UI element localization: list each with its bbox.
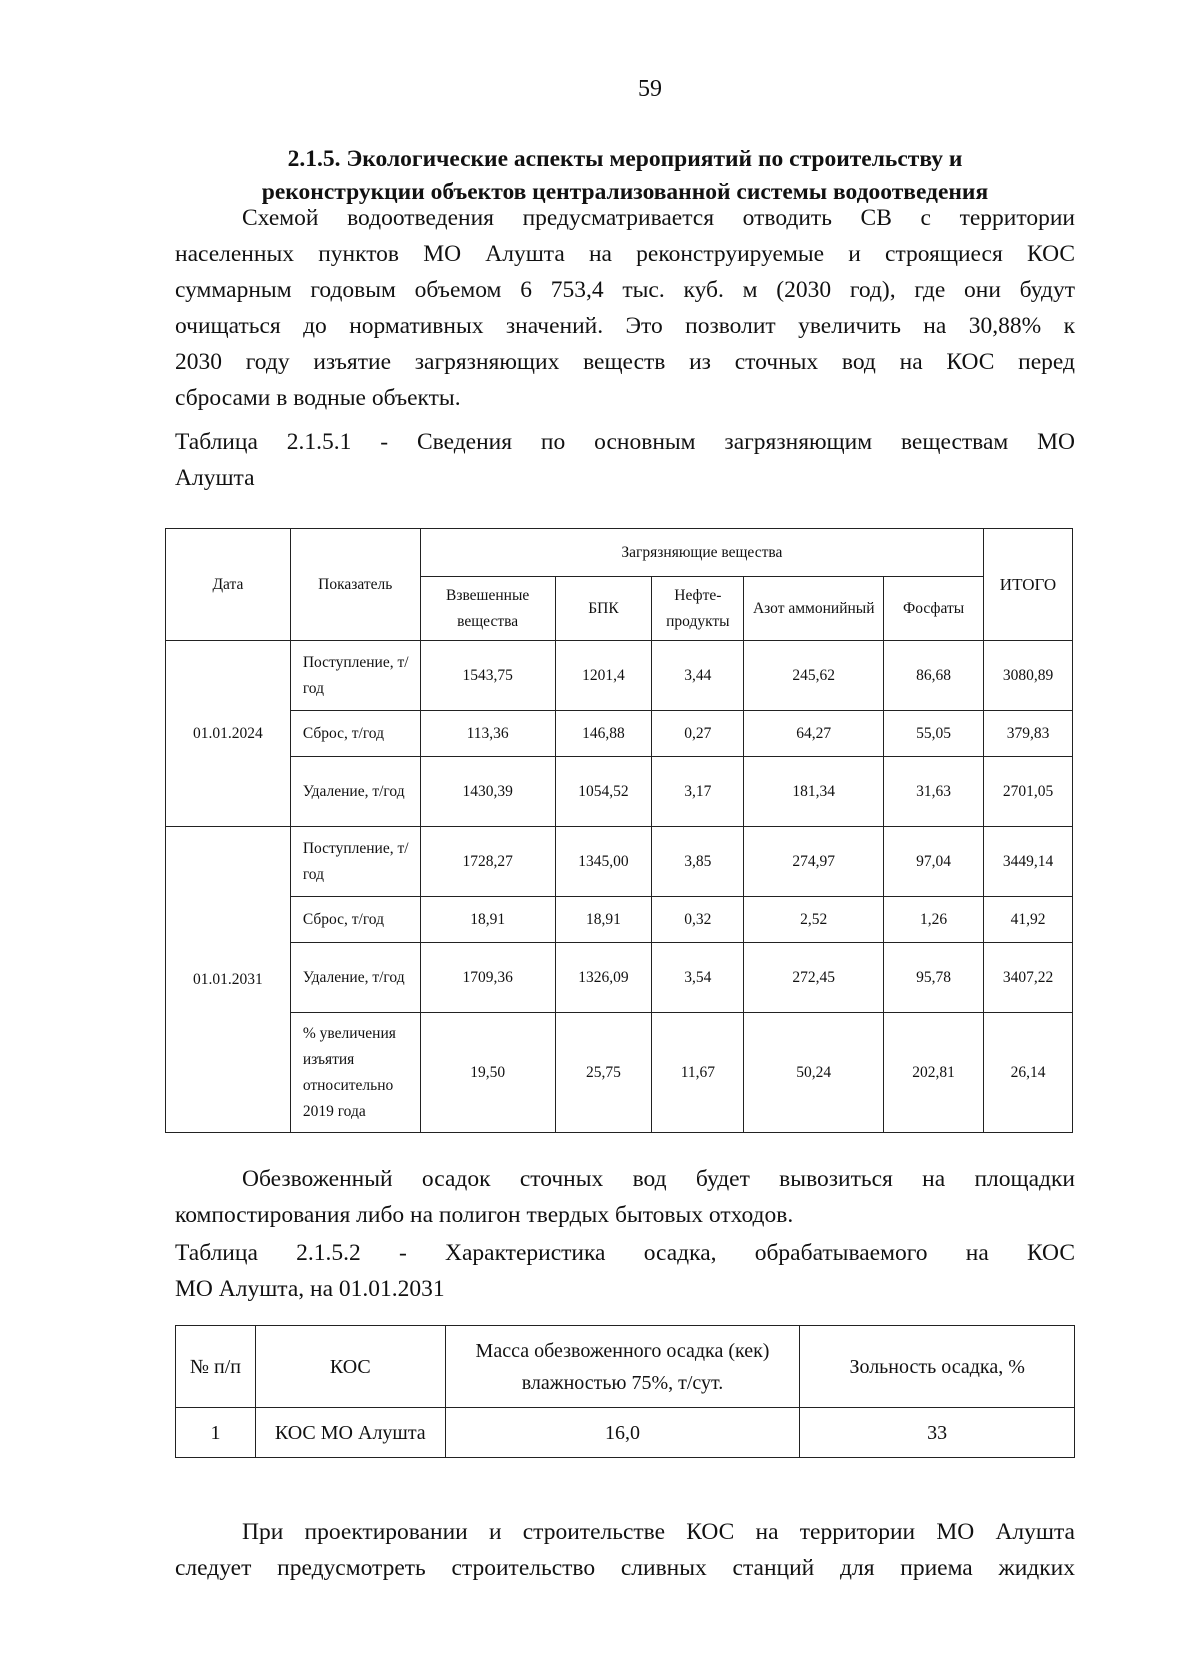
table1-caption — [175, 424, 1075, 496]
date-cell: 01.01.2031 — [166, 827, 291, 1133]
paragraph-line: населенных пунктов МО Алушта на реконструируемые и строящиеся КОС — [175, 241, 1075, 267]
value-cell: 113,36 — [420, 711, 555, 757]
value-cell: 3,17 — [652, 757, 744, 827]
header-indicator: Показатель — [290, 529, 420, 641]
header-pollutants-group: Загрязняющие вещества — [420, 529, 983, 577]
table-row — [166, 827, 1073, 897]
paragraph-line: Обезвоженный осадок сточных вод будет вывозиться на площадки — [242, 1166, 1075, 1192]
value-cell: 19,50 — [420, 1013, 555, 1133]
value-cell: 33 — [800, 1408, 1075, 1458]
paragraph-line: сбросами в водные объекты. — [175, 385, 461, 411]
row-label: Поступление, т/год — [290, 641, 420, 711]
value-cell: 272,45 — [744, 943, 884, 1013]
header-date: Дата — [166, 529, 291, 641]
value-cell: 1709,36 — [420, 943, 555, 1013]
row-label: Сброс, т/год — [290, 897, 420, 943]
caption-line: Алушта — [175, 465, 255, 491]
sludge-table — [175, 1325, 1075, 1458]
value-cell: 55,05 — [884, 711, 984, 757]
paragraph-line: Схемой водоотведения предусматривается отводить СВ с территории — [242, 205, 1075, 231]
total-cell: 3449,14 — [984, 827, 1073, 897]
value-cell: 1,26 — [884, 897, 984, 943]
paragraph-wastewater-plan — [175, 200, 1075, 416]
value-cell: КОС МО Алушта — [255, 1408, 445, 1458]
total-cell: 3407,22 — [984, 943, 1073, 1013]
value-cell: 16,0 — [445, 1408, 800, 1458]
value-cell: 1326,09 — [555, 943, 652, 1013]
header-total: ИТОГО — [984, 529, 1073, 641]
paragraph-line: компостирования либо на полигон твердых бытовых отходов. — [175, 1202, 794, 1228]
value-cell: 50,24 — [744, 1013, 884, 1133]
total-cell: 3080,89 — [984, 641, 1073, 711]
header-ash-content: Зольность осадка, % — [800, 1326, 1075, 1408]
value-cell: 31,63 — [884, 757, 984, 827]
value-cell: 18,91 — [555, 897, 652, 943]
table-row — [166, 1013, 1073, 1133]
value-cell: 95,78 — [884, 943, 984, 1013]
value-cell: 1728,27 — [420, 827, 555, 897]
caption-line: МО Алушта, на 01.01.2031 — [175, 1276, 445, 1302]
date-cell: 01.01.2024 — [166, 641, 291, 827]
section-heading-line: 2.1.5. Экологические аспекты мероприятий по строительству и — [287, 146, 963, 172]
row-label: % увеличения изъятия относительно 2019 года — [290, 1013, 420, 1133]
page-number: 59 — [638, 76, 662, 102]
header-phosphates: Фосфаты — [884, 577, 984, 641]
paragraph-line: 2030 году изъятие загрязняющих веществ из сточных вод на КОС перед — [175, 349, 1075, 375]
value-cell: 1201,4 — [555, 641, 652, 711]
value-cell: 1 — [176, 1408, 256, 1458]
value-cell: 1430,39 — [420, 757, 555, 827]
table-row — [176, 1408, 1075, 1458]
header-oil-products: Нефте-продукты — [652, 577, 744, 641]
total-cell: 26,14 — [984, 1013, 1073, 1133]
value-cell: 1345,00 — [555, 827, 652, 897]
table-row — [166, 757, 1073, 827]
paragraph-line: суммарным годовым объемом 6 753,4 тыс. куб. м (2030 год), где они будут — [175, 277, 1075, 303]
pollutants-table — [165, 528, 1073, 1133]
table-row — [166, 711, 1073, 757]
header-number: № п/п — [176, 1326, 256, 1408]
caption-line: Таблица 2.1.5.2 - Характеристика осадка, обрабатываемого на КОС — [175, 1240, 1075, 1266]
paragraph-sludge — [175, 1161, 1075, 1233]
header-bod: БПК — [555, 577, 652, 641]
table-row — [166, 897, 1073, 943]
row-label: Удаление, т/год — [290, 943, 420, 1013]
section-heading-line: реконструкции объектов централизованной системы водоотведения — [261, 179, 989, 205]
value-cell: 181,34 — [744, 757, 884, 827]
table-row — [166, 943, 1073, 1013]
value-cell: 3,85 — [652, 827, 744, 897]
header-sludge-mass: Масса обезвоженного осадка (кек) влажностью 75%, т/сут. — [445, 1326, 800, 1408]
value-cell: 274,97 — [744, 827, 884, 897]
value-cell: 97,04 — [884, 827, 984, 897]
value-cell: 1543,75 — [420, 641, 555, 711]
row-label: Поступление, т/год — [290, 827, 420, 897]
header-kos: КОС — [255, 1326, 445, 1408]
value-cell: 202,81 — [884, 1013, 984, 1133]
header-ammonium-nitrogen: Азот аммонийный — [744, 577, 884, 641]
value-cell: 2,52 — [744, 897, 884, 943]
paragraph-line: При проектировании и строительстве КОС на территории МО Алушта — [242, 1519, 1075, 1545]
total-cell: 379,83 — [984, 711, 1073, 757]
paragraph-design — [175, 1514, 1075, 1586]
value-cell: 3,54 — [652, 943, 744, 1013]
value-cell: 18,91 — [420, 897, 555, 943]
row-label: Сброс, т/год — [290, 711, 420, 757]
value-cell: 146,88 — [555, 711, 652, 757]
header-suspended-solids: Взвешенные вещества — [420, 577, 555, 641]
table-row — [166, 641, 1073, 711]
table2-caption — [175, 1235, 1075, 1307]
value-cell: 0,27 — [652, 711, 744, 757]
total-cell: 2701,05 — [984, 757, 1073, 827]
paragraph-line: следует предусмотреть строительство сливных станций для приема жидких — [175, 1555, 1075, 1581]
value-cell: 11,67 — [652, 1013, 744, 1133]
value-cell: 1054,52 — [555, 757, 652, 827]
value-cell: 0,32 — [652, 897, 744, 943]
paragraph-line: очищаться до нормативных значений. Это позволит увеличить на 30,88% к — [175, 313, 1075, 339]
row-label: Удаление, т/год — [290, 757, 420, 827]
caption-line: Таблица 2.1.5.1 - Сведения по основным загрязняющим веществам МО — [175, 429, 1075, 455]
value-cell: 86,68 — [884, 641, 984, 711]
value-cell: 3,44 — [652, 641, 744, 711]
value-cell: 25,75 — [555, 1013, 652, 1133]
value-cell: 245,62 — [744, 641, 884, 711]
value-cell: 64,27 — [744, 711, 884, 757]
total-cell: 41,92 — [984, 897, 1073, 943]
